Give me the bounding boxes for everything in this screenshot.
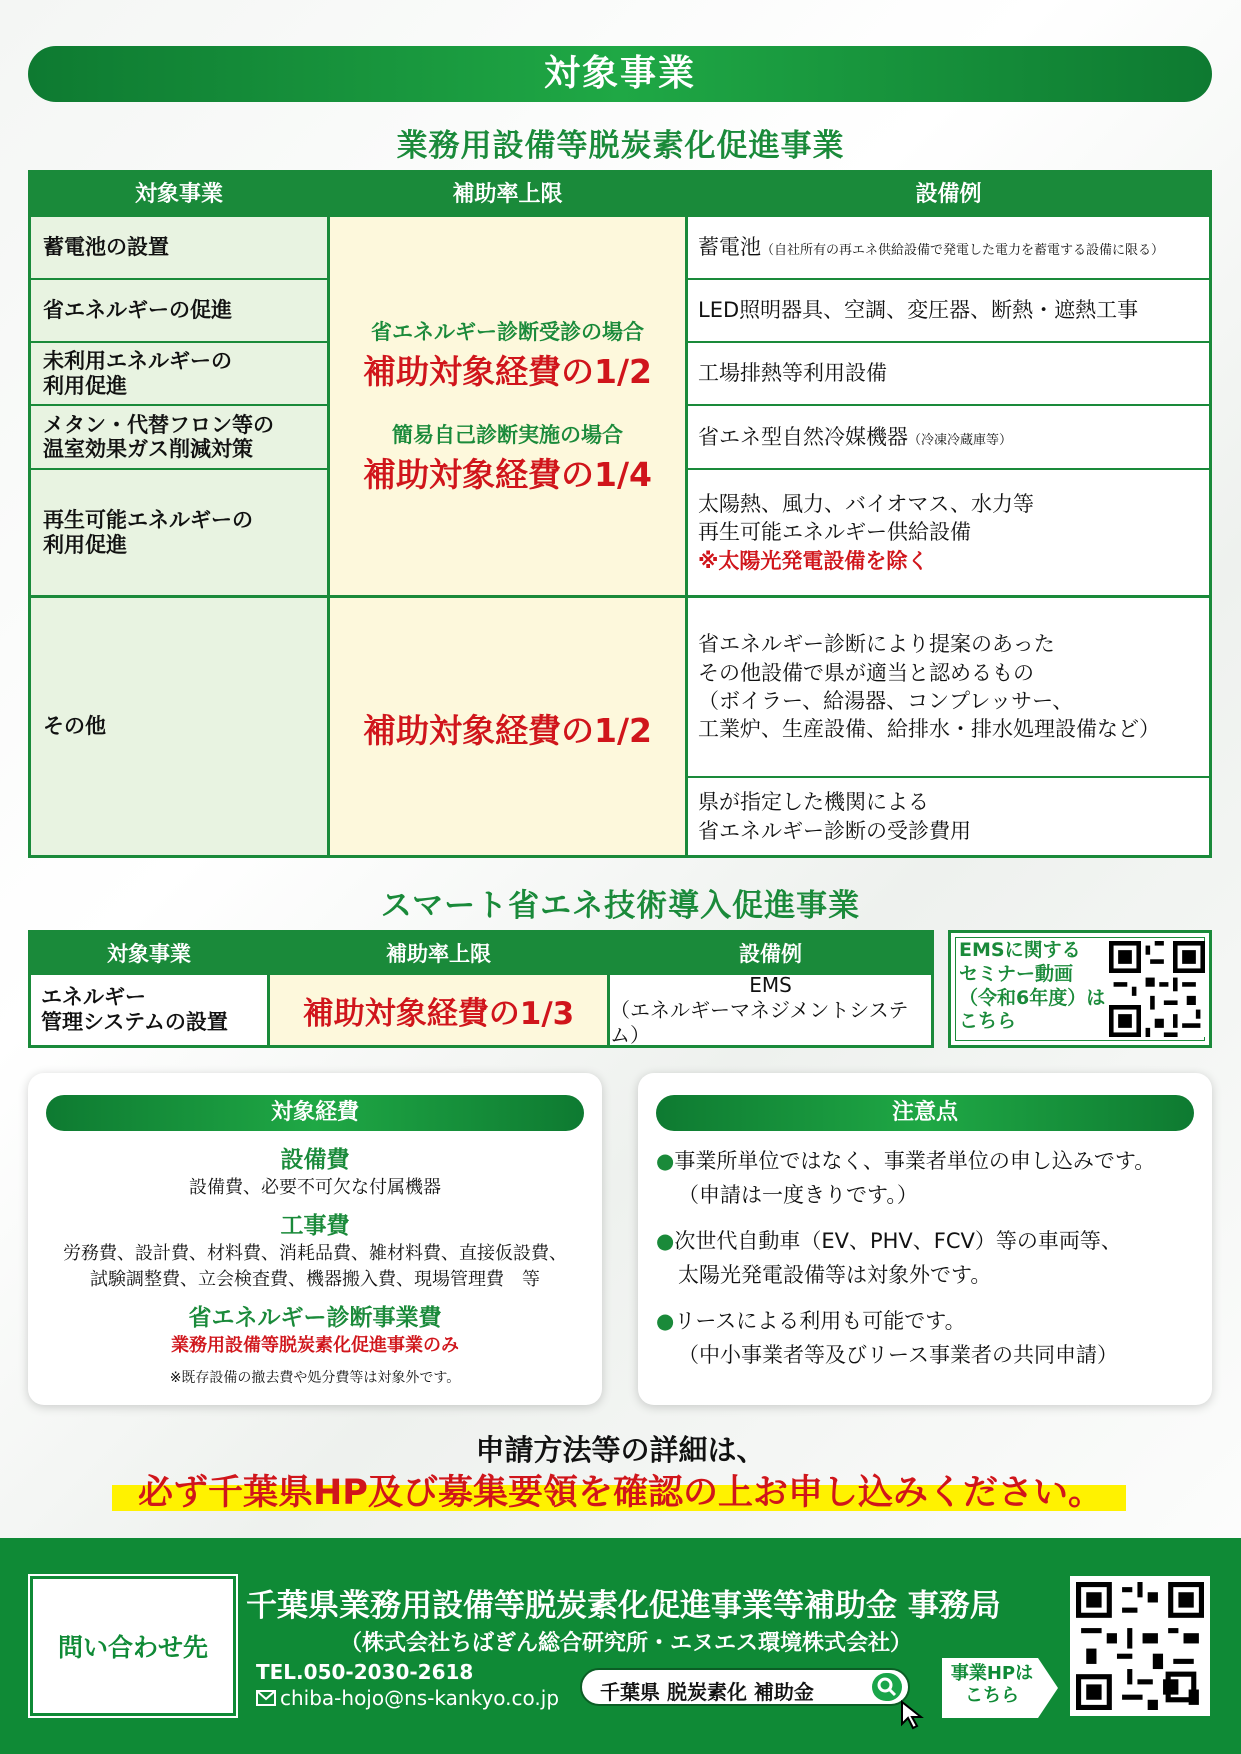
qr-code[interactable] <box>1070 1576 1210 1716</box>
bullet-icon: ● <box>656 1149 675 1173</box>
diagnosis-heading: 省エネルギー診断事業費 <box>188 1305 442 1331</box>
list-item: ●リースによる利用も可能です。 （中小事業者等及びリース事業者の共同申請） <box>656 1309 1118 1367</box>
list-item: ●事業所単位ではなく、事業者単位の申し込みです。 （申請は一度きりです。） <box>656 1149 1156 1207</box>
work-text: 労務費、設計費、材料費、消耗品費、雑材料費、直接仮設費、 <box>63 1243 567 1264</box>
hp-link[interactable]: 事業HPは こちら <box>950 1663 1034 1706</box>
table-row-target: 未利用エネルギーの 利用促進 <box>31 343 327 406</box>
search-icon <box>872 1673 902 1701</box>
rate-cell: 補助対象経費の1/3 <box>270 975 607 1045</box>
expenses-card <box>28 1073 602 1405</box>
mail-icon <box>256 1690 276 1706</box>
bullet-icon: ● <box>656 1229 675 1253</box>
search-text: 千葉県 脱炭素化 補助金 <box>600 1680 814 1704</box>
qr-code-icon <box>1076 1582 1204 1710</box>
equip-text: 設備費、必要不可欠な付属機器 <box>189 1177 441 1198</box>
office-subtitle: （株式会社ちばぎん総合研究所・エヌエス環境株式会社） <box>340 1631 913 1656</box>
equip-heading: 設備費 <box>280 1147 350 1173</box>
section2-title: スマート省エネ技術導入促進事業 <box>380 888 861 924</box>
ems-seminar-text: EMSに関する セミナー動画 （令和6年度）は こちら <box>959 939 1106 1033</box>
message-line1: 申請方法等の詳細は、 <box>475 1433 766 1467</box>
table-row-target: 省エネルギーの促進 <box>31 280 327 343</box>
table-row-example: 工場排熱等利用設備 <box>688 343 1209 406</box>
notes-card <box>638 1073 1212 1405</box>
table-row-example: 蓄電池（自社所有の再エネ供給設備で発電した電力を蓄電する設備に限る） <box>688 217 1209 280</box>
table-row-example: 省エネ型自然冷媒機器（冷凍冷蔵庫等） <box>688 406 1209 470</box>
header-example: 設備例 <box>610 933 931 975</box>
footnote: ※既存設備の撤去費や処分費等は対象外です。 <box>169 1370 461 1386</box>
rate-a-label: 省エネルギー診断受診の場合 <box>371 320 644 344</box>
message-line2: 必ず千葉県HP及び募集要領を確認の上お申し込みください。 <box>138 1473 1103 1513</box>
office-title: 千葉県業務用設備等脱炭素化促進事業等補助金 事務局 <box>246 1588 1001 1624</box>
table-row-example: EMS （エネルギーマネジメントシステム） <box>610 972 909 1047</box>
list-item: ●次世代自動車（EV、PHV、FCV）等の車両等、 太陽光発電設備等は対象外です。 <box>656 1229 1122 1287</box>
rate-b-label: 簡易自己診断実施の場合 <box>392 423 623 447</box>
table-row-target: メタン・代替フロン等の 温室効果ガス削減対策 <box>31 406 327 470</box>
cursor-icon <box>900 1700 928 1730</box>
rate-other-value: 補助対象経費の1/2 <box>363 710 652 750</box>
work-text: 試験調整費、立会検査費、機器搬入費、現場管理費 等 <box>90 1269 540 1290</box>
table-row-example: LED照明器具、空調、変圧器、断熱・遮熱工事 <box>688 280 1209 343</box>
phone-number[interactable]: TEL.050-2030-2618 <box>256 1660 474 1684</box>
contact-label: 問い合わせ先 <box>30 1576 236 1716</box>
qr-code[interactable] <box>1109 941 1205 1037</box>
table-smart-energy <box>28 930 934 1048</box>
table-row-target-other: その他 <box>43 714 106 739</box>
search-button[interactable] <box>872 1673 902 1701</box>
table-row-target: 再生可能エネルギーの 利用促進 <box>31 470 327 598</box>
email-link[interactable]: chiba-hojo@ns-kankyo.co.jp <box>256 1686 559 1710</box>
table-row-target: エネルギー 管理システムの設置 <box>41 984 228 1034</box>
rate-a-value: 補助対象経費の1/2 <box>363 352 652 391</box>
table-row-example-diagnosis: 県が指定した機関による 省エネルギー診断の受診費用 <box>698 790 971 843</box>
expenses-card-title: 対象経費 <box>46 1095 584 1131</box>
header-example: 設備例 <box>688 173 1209 217</box>
notes-card-title: 注意点 <box>656 1095 1194 1131</box>
table-decarbonization <box>28 170 1212 858</box>
footer <box>0 1538 1241 1754</box>
search-box[interactable] <box>580 1668 910 1706</box>
rate-b-value: 補助対象経費の1/4 <box>363 455 652 494</box>
work-heading: 工事費 <box>280 1213 350 1239</box>
section1-title: 業務用設備等脱炭素化促進事業 <box>396 128 845 164</box>
qr-code-icon <box>1109 941 1205 1037</box>
ems-seminar-link[interactable] <box>948 930 1212 1048</box>
table-row-example-other: 省エネルギー診断により提案のあった その他設備で県が適当と認めるもの （ボイラー、給湯器、コンプレッサー、 工業炉、生産設備、給排水・排水処理設備など） <box>688 598 1209 778</box>
header-target: 対象事業 <box>31 933 267 975</box>
header-rate: 補助率上限 <box>270 933 607 975</box>
bullet-icon: ● <box>656 1309 675 1333</box>
diagnosis-note: 業務用設備等脱炭素化促進事業のみ <box>171 1335 459 1356</box>
rate-cell-other <box>330 601 685 855</box>
page-banner: 対象事業 <box>28 46 1212 102</box>
table-row-target: 蓄電池の設置 <box>31 217 327 280</box>
table-row-example: 太陽熱、風力、バイオマス、水力等 再生可能エネルギー供給設備 ※太陽光発電設備を除く <box>688 470 1209 598</box>
rate-cell-main <box>330 217 685 598</box>
header-rate: 補助率上限 <box>330 173 685 217</box>
header-target: 対象事業 <box>31 173 327 217</box>
